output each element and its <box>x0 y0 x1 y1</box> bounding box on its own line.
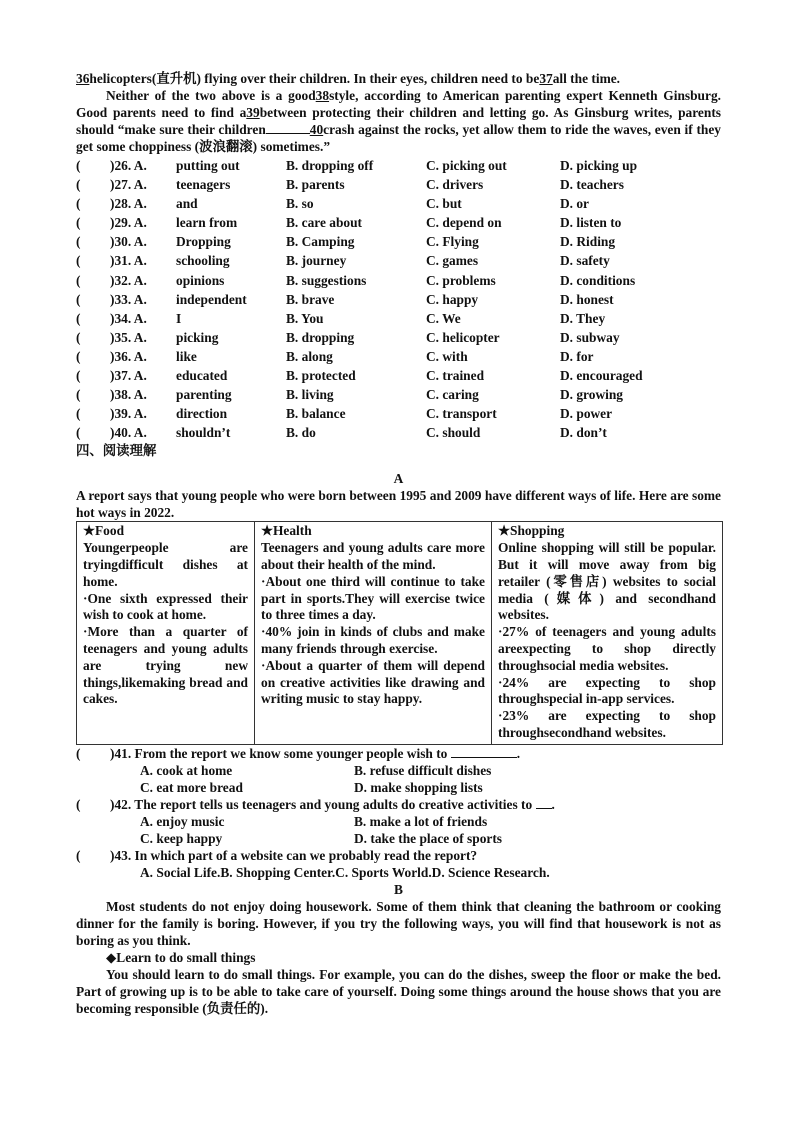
option-b: B. suggestions <box>286 272 367 288</box>
option-a: I <box>176 310 182 326</box>
option-d: D. subway <box>560 329 620 345</box>
question-number: )38. A. <box>110 387 147 403</box>
answer-paren: ( <box>76 406 81 422</box>
shopping-text-1: Online shopping will still be popular. But it will move away from big retailer (零售店) websites to social media (媒体) and secondhand websites. <box>498 540 716 623</box>
cloze-options <box>76 156 721 442</box>
option-row <box>76 232 721 251</box>
option-d: D. growing <box>560 387 623 403</box>
option-d: D. power <box>560 406 613 422</box>
option-c: C. trained <box>426 368 485 384</box>
question-number: )27. A. <box>110 177 147 193</box>
option-c: C. problems <box>426 272 496 288</box>
shopping-cell <box>492 522 723 744</box>
question-number: )39. A. <box>110 406 147 422</box>
option-d: D. don’t <box>560 425 607 441</box>
q42-choices-row-2: C. keep happy D. take the place of sports <box>140 830 503 846</box>
option-b: B. care about <box>286 215 363 231</box>
option-d: D. conditions <box>560 272 636 288</box>
food-text-3: ·More than a quarter of teenagers and young adults are trying new things,likemaking bread and cakes. <box>83 624 248 707</box>
blank-39: 39 <box>246 105 260 120</box>
blank-37: 37 <box>539 71 553 86</box>
option-b: B. Camping <box>286 234 355 250</box>
option-d: D. encouraged <box>560 368 643 384</box>
option-b: B. journey <box>286 253 347 269</box>
food-text-1: Youngerpeople are tryingdifficult dishes at home. <box>83 540 248 589</box>
option-b: B. You <box>286 310 324 326</box>
option-row <box>76 156 721 175</box>
option-a: and <box>176 196 198 212</box>
shopping-text-4: ·23% are expecting to shop throughsecondhand websites. <box>498 708 716 740</box>
option-b: B. protected <box>286 368 356 384</box>
option-d: D. safety <box>560 253 610 269</box>
option-row <box>76 366 721 385</box>
option-c: C. with <box>426 348 468 364</box>
answer-paren: ( <box>76 291 81 307</box>
answer-paren: ( <box>76 196 81 212</box>
option-b: B. do <box>286 425 316 441</box>
option-a: picking <box>176 329 219 345</box>
answer-paren: ( <box>76 368 81 384</box>
option-c: C. but <box>426 196 462 212</box>
option-d: D. picking up <box>560 158 638 173</box>
passage-a-intro: A report says that young people who were born between 1995 and 2009 have different ways of life. Here are some hot ways in 2022. <box>76 488 721 521</box>
blank-40-line <box>266 121 310 134</box>
option-d: D. They <box>560 310 606 326</box>
question-number: )40. A. <box>110 425 147 441</box>
passage-b-label: B <box>394 881 403 897</box>
option-b: B. brave <box>286 291 335 307</box>
health-heading: ★Health <box>261 523 312 539</box>
question-number: )36. A. <box>110 348 147 364</box>
food-heading: ★Food <box>83 523 125 539</box>
option-row <box>76 213 721 232</box>
option-row <box>76 309 721 328</box>
passage-a-label: A <box>393 471 404 487</box>
option-row <box>76 194 721 213</box>
question-number: )30. A. <box>110 234 147 250</box>
option-b: B. so <box>286 196 314 212</box>
option-d: D. teachers <box>560 177 624 193</box>
question-number: )33. A. <box>110 291 147 307</box>
option-row <box>76 328 721 347</box>
option-a: independent <box>176 291 247 307</box>
report-table <box>76 521 723 744</box>
question-43: ( )43. In which part of a website can we probably read the report? <box>76 847 478 863</box>
option-a: Dropping <box>176 234 231 250</box>
answer-paren: ( <box>76 348 81 364</box>
answer-paren: ( <box>76 234 81 250</box>
answer-paren: ( <box>76 158 81 173</box>
health-cell <box>255 522 492 744</box>
option-d: D. Riding <box>560 234 616 250</box>
option-a: educated <box>176 368 228 384</box>
health-text-1: Teenagers and young adults care more about their health of the mind. <box>261 540 485 572</box>
section-title: 四、阅读理解 <box>76 443 157 459</box>
option-b: B. balance <box>286 406 346 422</box>
option-d: D. or <box>560 196 590 212</box>
worksheet-page <box>76 70 721 1017</box>
cloze-line-1: 36helicopters(直升机) flying over their children. In their eyes, children need to be37all the time. <box>76 71 621 86</box>
answer-paren: ( <box>76 272 81 288</box>
option-c: C. transport <box>426 406 497 422</box>
option-d: D. for <box>560 348 594 364</box>
question-number: )34. A. <box>110 310 147 326</box>
option-b: B. along <box>286 348 333 364</box>
option-row <box>76 347 721 366</box>
passage-b-heading: ◆Learn to do small things <box>106 949 256 965</box>
option-a: parenting <box>176 387 232 403</box>
answer-paren: ( <box>76 253 81 269</box>
question-number: )31. A. <box>110 253 147 269</box>
option-c: C. happy <box>426 291 479 307</box>
question-41: ( )41. From the report we know some younger people wish to . <box>76 745 521 761</box>
option-a: teenagers <box>176 177 231 193</box>
shopping-text-2: ·27% of teenagers and young adults areexpecting to shop directly throughsocial media websites. <box>498 624 716 673</box>
q42-choices-row-1: A. enjoy music B. make a lot of friends <box>140 813 488 829</box>
question-number: )37. A. <box>110 368 147 384</box>
option-c: C. games <box>426 253 479 269</box>
question-number: )26. A. <box>110 158 147 173</box>
option-c: C. picking out <box>426 158 507 173</box>
passage-b-paragraph-2: You should learn to do small things. For example, you can do the dishes, sweep the floor or make the bed. Part of growing up is to be able to take care of yourself. Doing some things around the house shows that you are becoming responsible (负责任的). <box>76 966 721 1016</box>
option-b: B. living <box>286 387 334 403</box>
option-c: C. We <box>426 310 461 326</box>
q41-choices-row-2: C. eat more bread D. make shopping lists <box>140 779 483 795</box>
option-d: D. listen to <box>560 215 622 231</box>
option-row <box>76 271 721 290</box>
option-d: D. honest <box>560 291 614 307</box>
option-c: C. helicopter <box>426 329 500 345</box>
health-text-2: ·About one third will continue to take part in sports.They will exercise twice to three times a day. <box>261 573 485 623</box>
option-c: C. caring <box>426 387 479 403</box>
option-a: learn from <box>176 215 238 231</box>
question-42: ( )42. The report tells us teenagers and young adults do creative activities to . <box>76 796 555 812</box>
question-number: )28. A. <box>110 196 147 212</box>
question-number: )35. A. <box>110 329 147 345</box>
option-b: B. dropping <box>286 329 355 345</box>
option-a: shouldn’t <box>176 425 231 441</box>
option-row <box>76 385 721 404</box>
option-c: C. Flying <box>426 234 479 250</box>
option-row <box>76 290 721 309</box>
answer-paren: ( <box>76 425 81 441</box>
option-a: opinions <box>176 272 225 288</box>
blank-36: 36 <box>76 71 90 86</box>
option-row <box>76 175 721 194</box>
answer-blank <box>451 745 517 758</box>
option-a: direction <box>176 406 228 422</box>
answer-paren: ( <box>76 329 81 345</box>
answer-paren: ( <box>76 310 81 326</box>
option-row <box>76 251 721 270</box>
option-c: C. should <box>426 425 481 441</box>
option-a: putting out <box>176 158 240 173</box>
shopping-heading: ★Shopping <box>498 523 565 539</box>
q43-choices: A. Social Life.B. Shopping Center.C. Sports World.D. Science Research. <box>140 864 550 880</box>
option-c: C. drivers <box>426 177 484 193</box>
shopping-text-3: ·24% are expecting to shop throughspecial in-app services. <box>498 674 716 707</box>
food-cell <box>77 522 255 744</box>
question-number: )29. A. <box>110 215 147 231</box>
answer-paren: ( <box>76 177 81 193</box>
health-text-3: ·40% join in kinds of clubs and make many friends through exercise. <box>261 624 485 656</box>
option-a: schooling <box>176 253 230 269</box>
food-text-2: ·One sixth expressed their wish to cook at home. <box>83 590 248 623</box>
blank-38: 38 <box>315 88 330 103</box>
passage-b-paragraph-1: Most students do not enjoy doing housework. Some of them think that cleaning the bathroom or cooking dinner for the family is boring. However, if you try the following ways, you will find that housework is not as boring as you think. <box>76 898 721 948</box>
option-a: like <box>176 348 197 364</box>
option-row <box>76 423 721 442</box>
option-b: B. parents <box>286 177 345 193</box>
answer-blank <box>536 796 552 809</box>
option-c: C. depend on <box>426 215 502 231</box>
answer-paren: ( <box>76 215 81 231</box>
cloze-paragraph-2: Neither of the two above is a good38style, according to American parenting expert Kenneth Ginsburg. Good parents need to find a39between protecting their children and letting go. As Ginsburg writes, parents should “make sure their children 40crash against the rocks, yet allow them to ride the waves, even if they get some choppiness (波浪翻滚) sometimes.” <box>76 88 722 154</box>
blank-40: 40 <box>309 122 324 137</box>
health-text-4: ·About a quarter of them will depend on creative activities like drawing and writing music to stay happy. <box>261 657 485 707</box>
answer-paren: ( <box>76 387 81 403</box>
question-number: )32. A. <box>110 272 147 288</box>
option-row <box>76 404 721 423</box>
q41-choices-row-1: A. cook at home B. refuse difficult dishes <box>140 762 492 778</box>
option-b: B. dropping off <box>286 158 374 173</box>
